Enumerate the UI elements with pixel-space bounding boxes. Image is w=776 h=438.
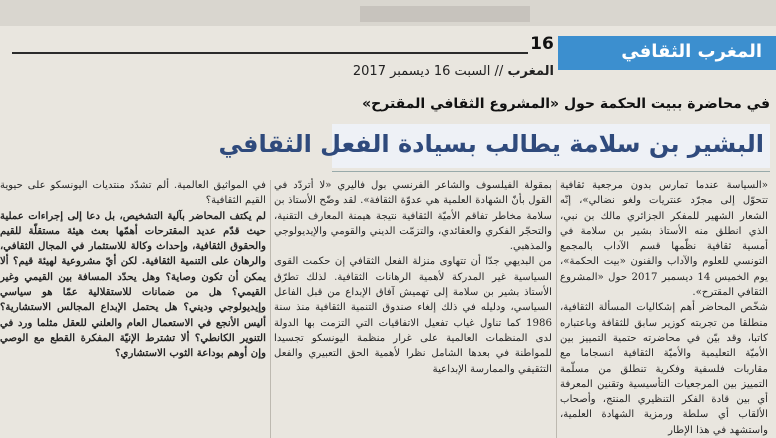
paragraph: في المواثيق العالمية. ألم تشدّد منتديات اليونسكو على حيوية القيم الثقافية؟ (0, 180, 266, 207)
article-column-1 (560, 178, 768, 438)
publication-name: المغرب (507, 64, 554, 79)
headline-rule (332, 171, 770, 172)
dateline-separator: // (490, 64, 508, 79)
article-column-3 (0, 178, 266, 438)
header-rule (12, 52, 528, 54)
article-headline: البشير بن سلامة يطالب بسيادة الفعل الثقافي (218, 130, 764, 158)
faded-heading-band (360, 6, 530, 22)
column-divider (556, 180, 557, 438)
dateline (330, 64, 554, 82)
paragraph: من البديهي جدّا أن تتهاوى منزلة الفعل الثقافي إن حكمت القوى السياسية غير المدركة لأهمية الرهانات الثقافية. لذلك تطرّق الأستاذ بشير بن سلامة إلى تهميش آفاق الإبداع من قبل الفاعل السياسي، ودليله في ذلك إلغاء صندوق التنمية الثقافية منذ سنة 1986 كما تناول غياب تفعيل الاتفاقيات التي التزمت بها الدولة لدى المنظمات العالمية على غرار منظمة اليونسكو تجسيدا للمواطنة في بعدها الشامل نظرا لأهمية الحق التعبيري والفعل التثقيفي والممارسة الإبداعية (274, 256, 552, 375)
paragraph: «السياسة عندما تمارس بدون مرجعية ثقافية تتحوّل إلى مجرّد عنتريات ولغو نضالي»، إنّه الشعار الشهير للمفكر الجزائري مالك بن نبي، الذي انطلق منه الأستاذ بشير بن سلامة في أمسية ثقافية نظّمها قسم الآداب بالمجمع التونسي للعلوم والآداب والفنون «بيت الحكمة»، يوم الخميس 14 ديسمبر 2017 حول «المشروع الثقافي المقترح». (560, 180, 768, 299)
column-divider (270, 180, 271, 438)
section-title: المغرب الثقافي (621, 41, 762, 62)
paragraph: بمقولة الفيلسوف والشاعر الفرنسي بول فاليري «لا أتردّد في القول بأنّ الشهادة العلمية هي عدوّة الثقافة». لقد وضّح الأستاذ بن سلامة مخاطر تفاقم الأميّة الثقافية نتيجة هيمنة المعارف التقنية، والتحجّر الفكري والعقائدي، والتزمّت الديني والقومي والإيديولوجي والمذهبي. (274, 180, 552, 253)
headline-bar (218, 124, 770, 168)
paragraph: لم يكتف المحاضر بآلية التشخيص، بل دعا إلى إجراءات عملية حيث قدّم عديد المقترحات أهمّها بعث هيئة مستقلّة للقيم والحقوق الثقافية، وإحداث وكالة للاستثمار في المجال الثقافي، والرهان على التنمية الثقافية. لكن أيّ مشروعية لهيئة قيم؟ ألا يمكن أن تكون وصاية؟ وهل يحدّد المسافة بين القيمي وغير القيمي؟ هل من ضمانات للاستقلالية عمّا هو سياسي وإيديولوجي وديني؟ هل يحتمل الإبداع المجالس الاستشارية؟ أليس الأنجع في الاستعمال العام والعلني للعقل مثلما ورد في التنوير الكانطي؟ ألا تشترط الإنيّة المفكرة القطع مع الوصي وإن أوهم بوداعة الثوب الاستشاري؟ (0, 209, 266, 360)
paragraph: شخّص المحاضر أهم إشكاليات المسألة الثقافية، منطلقا من تجربته كوزير سابق للثقافة وباعتباره كاتبا، وقد بيّن في محاضرته حتمية التمييز بين الأميّة التعليمية والأميّة الثقافية انسجاما مع مقاربات فلسفية وفكرية تنطلق من مسلّمة التمييز بين المرجعيات التأسيسية وتقنين المعرفة أي بين قادة الفكر التنظيري المنتج، وأصحاب الألقاب أي سلطة ورمزية الشهادة العلمية، واستشهد في هذا الإطار (560, 302, 768, 436)
section-banner (558, 36, 776, 70)
article-kicker: في محاضرة ببيت الحكمة حول «المشروع الثقافي المقترح» (362, 96, 770, 112)
article-column-2 (274, 178, 552, 438)
issue-date: السبت 16 ديسمبر 2017 (352, 64, 491, 79)
page-number: 16 (530, 34, 554, 54)
